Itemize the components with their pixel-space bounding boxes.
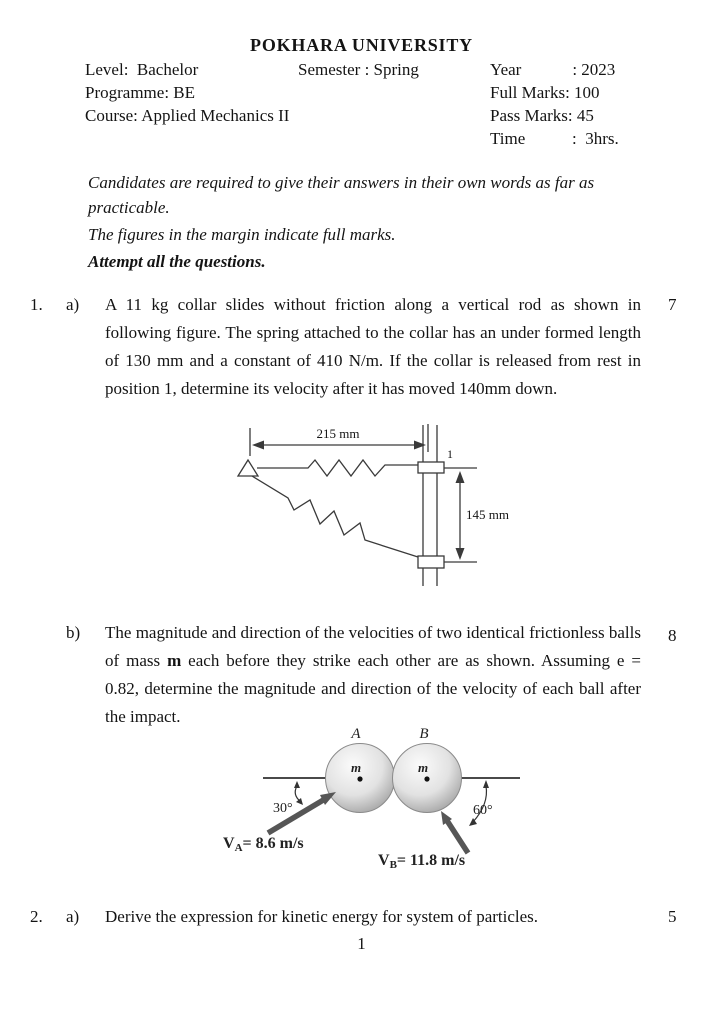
- instruction-line-1: Candidates are required to give their answers in their own words as far as practicable.: [88, 173, 595, 217]
- header-course: Course: Applied Mechanics II: [85, 106, 290, 125]
- fig2-angle-a-label: 30°: [273, 801, 293, 816]
- dim-arrow-right-icon: [414, 441, 426, 450]
- question-2-number: 2.: [30, 907, 43, 926]
- question-2a-text: Derive the expression for kinetic energy for system of particles.: [105, 907, 539, 926]
- header-left-column: [85, 58, 289, 127]
- page-title: POKHARA UNIVERSITY: [250, 35, 473, 55]
- dim-arrow-left-icon: [252, 441, 264, 450]
- header-level: Level: Bachelor: [85, 60, 199, 79]
- header-right-column: [490, 58, 619, 150]
- question-2a-letter: a): [66, 907, 80, 926]
- ball-a-center-dot: [357, 776, 362, 781]
- fig2-ball-a-label: A: [351, 726, 361, 742]
- question-1b-mass-symbol: m: [167, 651, 182, 670]
- fig2-velocity-b-label: VB= 11.8 m/s: [378, 852, 466, 871]
- angle-arc-a-arrow-down-icon: [296, 798, 303, 805]
- fig1-position-1-label: 1: [447, 447, 453, 461]
- exam-instructions: [88, 170, 655, 276]
- instruction-line-2: The figures in the margin indicate full marks.: [88, 225, 396, 244]
- dim-arrow-up-icon: [456, 471, 465, 483]
- ball-b-center-dot: [424, 776, 429, 781]
- figure-spring-collar: [230, 418, 520, 610]
- header-semester: Semester : Spring: [298, 60, 419, 79]
- fig2-velocity-a-label: VA= 8.6 m/s: [223, 835, 304, 854]
- angle-arc-b-arrow-up-icon: [483, 780, 489, 788]
- header-middle-column: [298, 58, 419, 81]
- instruction-line-3: Attempt all the questions.: [88, 252, 266, 271]
- velocity-arrow-b: [446, 819, 468, 853]
- header-programme: Programme: BE: [85, 83, 196, 102]
- fig1-width-dim-label: 215 mm: [316, 426, 360, 441]
- fig1-height-dim-label: 145 mm: [466, 507, 509, 522]
- angle-arc-a-arrow-up-icon: [294, 781, 300, 788]
- question-1b-text-before: The magnitude and direction of the velocities of two identical frictionless balls of mass: [105, 623, 641, 670]
- fig2-angle-b-label: 60°: [473, 803, 493, 818]
- question-1b-text-after: each before they strike each other are as shown. Assuming e = 0.82, determine the magnitude and direction of the velocity of each ball after the impact.: [105, 651, 641, 726]
- figure-ball-collision: [215, 722, 535, 877]
- page-number: 1: [357, 934, 366, 953]
- fig2-mass-a-label: m: [350, 760, 362, 775]
- question-1a-text: A 11 kg collar slides without friction along a vertical rod as shown in following figure. The spring attached to the collar has an under formed length of 130 mm and a constant of 410 N/m. If the collar is released from rest in position 1, determine its velocity after it has moved 140mm down.: [105, 295, 641, 398]
- header-year: Year : 2023: [490, 60, 616, 79]
- spring-diagonal: [252, 476, 418, 557]
- anchor-triangle: [238, 460, 258, 476]
- question-1b-marks: 8: [668, 626, 677, 645]
- dim-arrow-down-icon: [456, 548, 465, 560]
- question-1a-marks: 7: [668, 295, 677, 314]
- fig2-mass-b-label: m: [417, 760, 429, 775]
- question-1-number: 1.: [30, 295, 43, 314]
- header-full-marks: Full Marks: 100: [490, 83, 600, 102]
- header-time: Time : 3hrs.: [490, 129, 619, 148]
- spring-horizontal: [257, 460, 418, 476]
- collar-position-1: [418, 462, 444, 473]
- question-1b-letter: b): [66, 623, 81, 642]
- header-pass-marks: Pass Marks: 45: [490, 106, 594, 125]
- question-1b-text: [105, 619, 641, 731]
- question-1a-letter: a): [66, 295, 80, 314]
- fig2-ball-b-label: B: [419, 726, 429, 742]
- collar-position-2: [418, 556, 444, 568]
- question-2a-marks: 5: [668, 907, 677, 926]
